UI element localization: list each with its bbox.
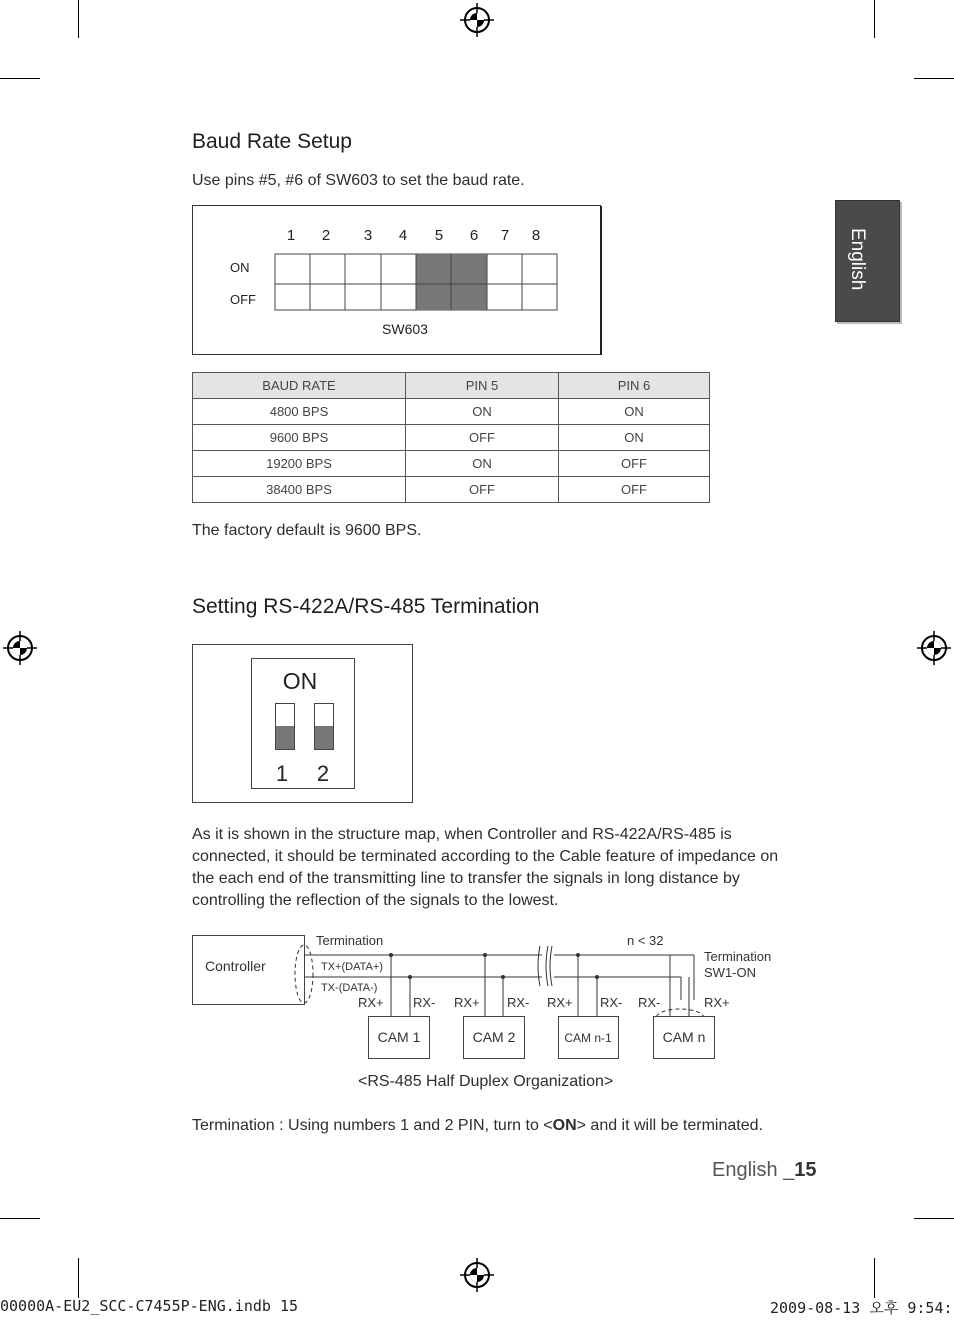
rx-label: RX+: [454, 995, 480, 1010]
dip-number-2: 2: [316, 761, 330, 786]
table-cell: ON: [559, 425, 710, 451]
table-row: [193, 451, 710, 477]
table-row: [193, 425, 710, 451]
table-cell: 38400 BPS: [193, 477, 406, 503]
termination-note: [192, 1115, 763, 1137]
baud-rate-intro: Use pins #5, #6 of SW603 to set the baud rate.: [192, 172, 525, 189]
column-header: PIN 5: [406, 373, 559, 399]
crop-mark: [0, 78, 40, 79]
registration-mark-icon: [917, 631, 951, 665]
page-number: 15: [794, 1159, 817, 1181]
termination-dip-switch-diagram: [192, 644, 414, 805]
rx-label: RX+: [704, 995, 730, 1010]
table-cell: ON: [406, 399, 559, 425]
registration-mark-icon: [460, 3, 494, 37]
termination-left-label: Termination: [316, 933, 384, 948]
cam-label: CAM 2: [472, 1029, 516, 1045]
pin-number: 7: [500, 227, 510, 244]
pin-number: 8: [531, 227, 541, 244]
termination-right-label: Termination: [704, 949, 772, 964]
n-limit-label: n < 32: [627, 933, 664, 948]
rx-label: RX+: [547, 995, 573, 1010]
crop-mark: [914, 78, 954, 79]
language-tab: [835, 200, 900, 322]
crop-mark: [78, 1258, 79, 1298]
table-cell: ON: [559, 399, 710, 425]
cam-label: CAM n-1: [564, 1031, 612, 1045]
table-row: [193, 399, 710, 425]
registration-mark-icon: [460, 1258, 494, 1292]
column-header: BAUD RATE: [193, 373, 406, 399]
table-cell: 9600 BPS: [193, 425, 406, 451]
footer-language: English _: [712, 1159, 795, 1181]
rs485-wiring-diagram: [192, 928, 792, 1068]
pin-number: 4: [398, 227, 408, 244]
table-row: [193, 477, 710, 503]
crop-mark: [78, 0, 79, 38]
tx-plus-label: TX+(DATA+): [321, 961, 383, 973]
crop-mark: [874, 0, 875, 38]
rx-label: RX-: [638, 995, 661, 1010]
pin-number: 6: [469, 227, 479, 244]
pin-number: 3: [363, 227, 373, 244]
termination-note-suffix: > and it will be terminated.: [576, 1117, 763, 1134]
page-footer: [712, 1159, 817, 1182]
off-label: OFF: [230, 292, 256, 307]
dip-on-label: ON: [282, 668, 318, 694]
diagram-caption: <RS-485 Half Duplex Organization>: [358, 1073, 614, 1090]
baud-rate-table: [192, 372, 710, 503]
table-cell: OFF: [559, 451, 710, 477]
rx-label: RX+: [358, 995, 384, 1010]
factory-default-note: The factory default is 9600 BPS.: [192, 522, 422, 539]
rx-label: RX-: [413, 995, 436, 1010]
table-cell: OFF: [406, 477, 559, 503]
rx-label: RX-: [507, 995, 530, 1010]
cam-label: CAM 1: [377, 1029, 421, 1045]
table-cell: OFF: [559, 477, 710, 503]
table-cell: 4800 BPS: [193, 399, 406, 425]
dip-number-1: 1: [275, 761, 289, 786]
table-header-row: [193, 373, 710, 399]
termination-paragraph: As it is shown in the structure map, when Controller and RS-422A/RS-485 is connected, it should be terminated according to the Cable feature of impedance on the each end of the transmitting line to transfer the signals in long distance by controlling the reflection of the signals to the lowest.: [192, 826, 779, 909]
table-cell: OFF: [406, 425, 559, 451]
language-tab-label: English: [847, 228, 868, 291]
baud-rate-heading: Baud Rate Setup: [192, 130, 352, 153]
registration-mark-icon: [3, 631, 37, 665]
column-header: PIN 6: [559, 373, 710, 399]
crop-mark: [874, 1258, 875, 1298]
termination-note-on: ON: [552, 1117, 577, 1134]
controller-label: Controller: [205, 958, 266, 974]
termination-right-switch-label: SW1-ON: [704, 965, 756, 980]
pin-number: 2: [321, 227, 331, 244]
crop-mark: [0, 1218, 40, 1219]
termination-note-prefix: Termination : Using numbers 1 and 2 PIN, turn to <: [192, 1117, 553, 1134]
table-cell: ON: [406, 451, 559, 477]
table-cell: 19200 BPS: [193, 451, 406, 477]
switch-name: SW603: [382, 321, 428, 337]
pin-number: 1: [286, 227, 296, 244]
tx-minus-label: TX-(DATA-): [321, 982, 378, 994]
pin-number: 5: [434, 227, 444, 244]
on-label: ON: [230, 260, 250, 275]
crop-mark: [914, 1218, 954, 1219]
cam-label: CAM n: [662, 1029, 706, 1045]
print-file-info: 00000A-EU2_SCC-C7455P-ENG.indb 15: [0, 1297, 299, 1315]
termination-heading: Setting RS-422A/RS-485 Termination: [192, 595, 540, 618]
print-date-info: 2009-08-13 오후 9:54:: [770, 1299, 953, 1317]
sw603-switch-diagram: [192, 205, 604, 357]
rx-label: RX-: [600, 995, 623, 1010]
